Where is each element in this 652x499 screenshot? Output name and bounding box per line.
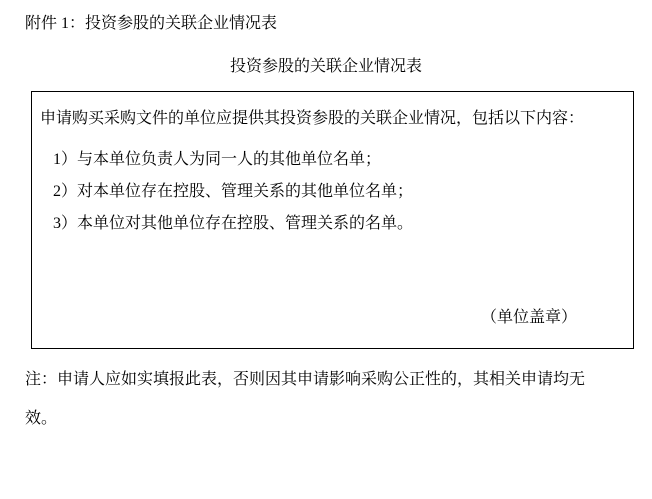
footnote-line-1: 注：申请人应如实填报此表，否则因其申请影响采购公正性的，其相关申请均无 bbox=[25, 371, 586, 388]
box-intro-text: 申请购买采购文件的单位应提供其投资参股的关联企业情况，包括以下内容： bbox=[40, 110, 585, 127]
list-item: 3）本单位对其他单位存在控股、管理关系的名单。 bbox=[53, 215, 414, 232]
footnote-line-2: 效。 bbox=[25, 410, 58, 427]
list-item: 2）对本单位存在控股、管理关系的其他单位名单； bbox=[53, 183, 414, 200]
seal-label: （单位盖章） bbox=[480, 309, 577, 326]
attachment-label: 附件 1：投资参股的关联企业情况表 bbox=[25, 15, 278, 32]
page-title: 投资参股的关联企业情况表 bbox=[229, 58, 422, 75]
content-box bbox=[31, 91, 634, 349]
list-item: 1）与本单位负责人为同一人的其他单位名单； bbox=[53, 151, 382, 168]
